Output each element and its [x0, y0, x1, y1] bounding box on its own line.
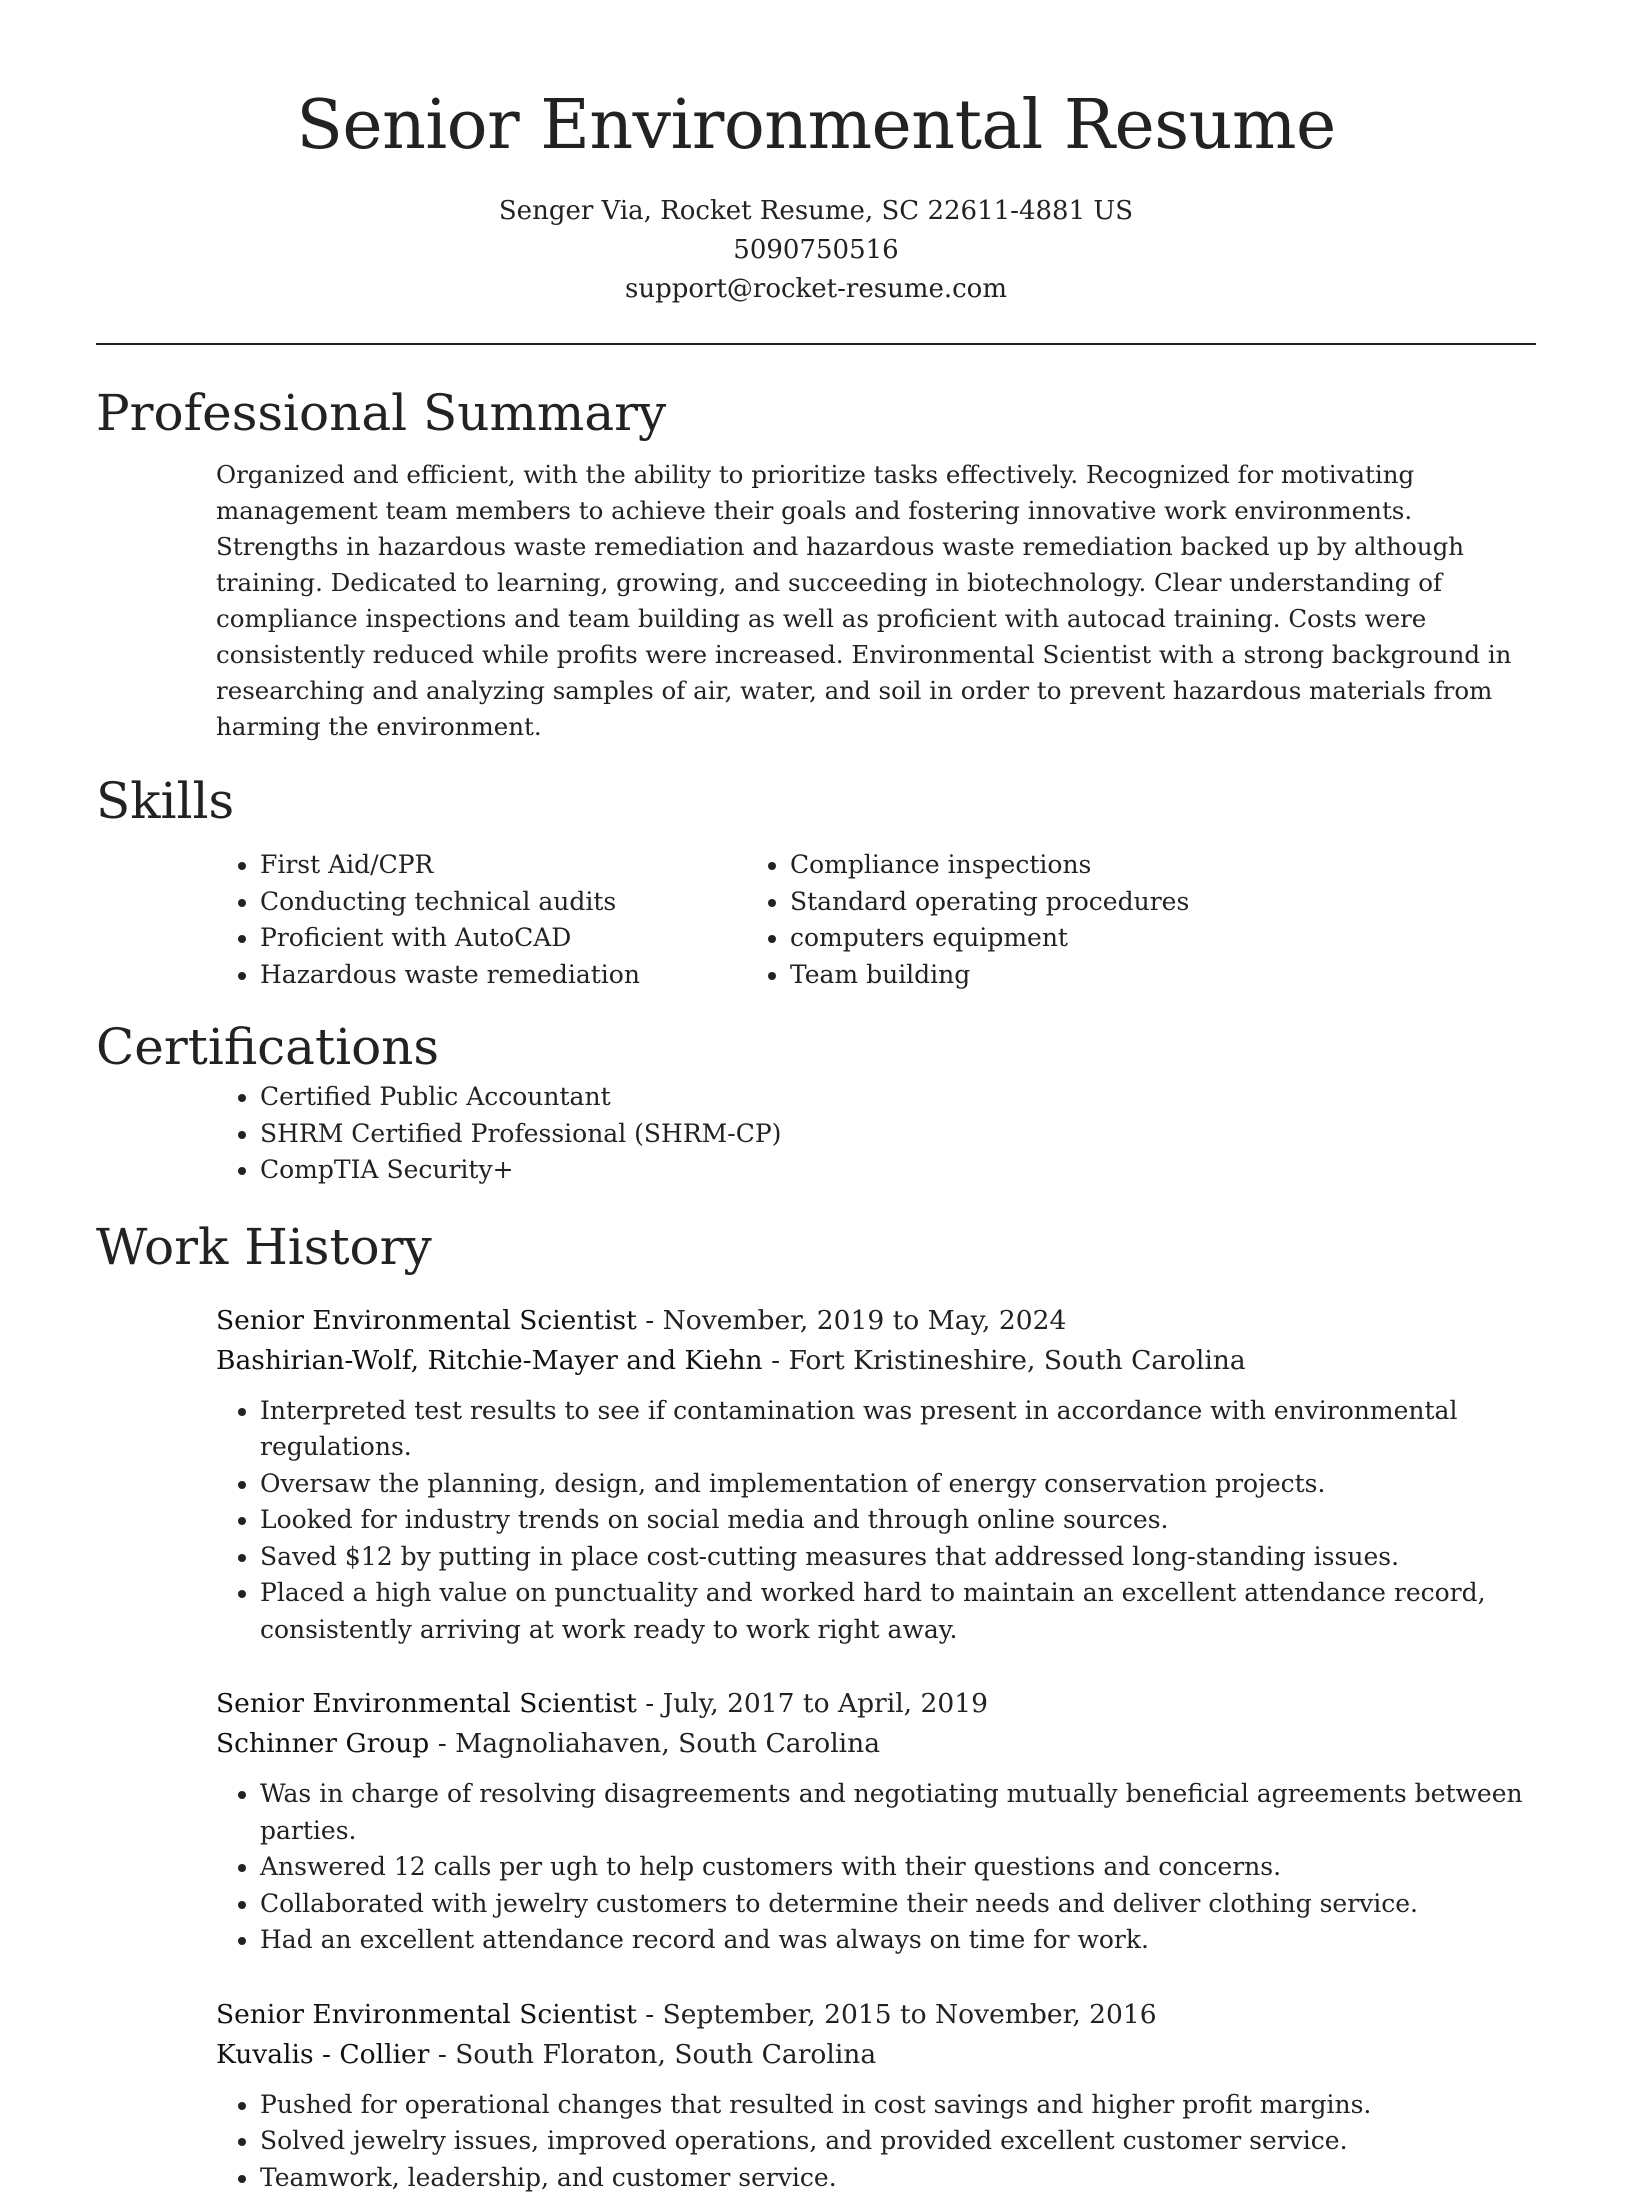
skills-section — [96, 769, 1536, 993]
job-dates: - July, 2017 to April, 2019 — [637, 1688, 988, 1719]
job-title-line — [216, 1301, 1536, 1341]
resume-title: Senior Environmental Resume — [96, 78, 1536, 174]
summary-text: Organized and efficient, with the ability to prioritize tasks effectively. Recognized for motivating management team members to achieve their goals and fostering innovative work environments. Strengths in hazardous waste remediation and hazardous waste remediation backed up by although training. Dedicated to learning, growing, and succeeding in biotechnology. Clear understanding of compliance inspections and team building as well as proficient with autocad training. Costs were consistently reduced while profits were increased. Environmental Scientist with a strong background in researching and analyzing samples of air, water, and soil in order to prevent hazardous materials from harming the environment. — [216, 457, 1536, 745]
job-bullet: • Pushed for operational changes that resulted in cost savings and higher profit margins. — [260, 2087, 1536, 2124]
summary-section — [96, 381, 1536, 745]
job-bullet: • Oversaw the planning, design, and implementation of energy conservation projects. — [260, 1466, 1536, 1503]
certifications-section — [96, 1015, 1536, 1189]
job-entry — [96, 1684, 1536, 1959]
skill-item: • Conducting technical audits — [260, 884, 746, 921]
work-history-section — [96, 1215, 1536, 2196]
skill-item: • Team building — [790, 957, 1396, 994]
job-company-line — [216, 2035, 1536, 2075]
job-title: Senior Environmental Scientist — [216, 1305, 637, 1336]
skills-heading: Skills — [96, 769, 1536, 833]
job-bullet: • Interpreted test results to see if contamination was present in accordance with environmental regulations. — [260, 1393, 1536, 1466]
certifications-heading: Certifications — [96, 1015, 1536, 1079]
certification-item: • Certified Public Accountant — [260, 1079, 1536, 1116]
skill-item: • Compliance inspections — [790, 847, 1396, 884]
skills-list-left — [96, 847, 746, 993]
header-divider — [96, 343, 1536, 345]
resume-header — [96, 0, 1536, 309]
resume-page — [96, 0, 1536, 2196]
skill-item: • computers equipment — [790, 920, 1396, 957]
job-entry — [96, 1995, 1536, 2196]
job-title-line — [216, 1995, 1536, 2035]
skill-item: • Hazardous waste remediation — [260, 957, 746, 994]
certification-item: • SHRM Certified Professional (SHRM-CP) — [260, 1116, 1536, 1153]
job-dates: - November, 2019 to May, 2024 — [637, 1305, 1067, 1336]
job-bullet: • Looked for industry trends on social media and through online sources. — [260, 1502, 1536, 1539]
job-location: - Fort Kristineshire, South Carolina — [763, 1345, 1246, 1376]
work-history-heading: Work History — [96, 1215, 1536, 1279]
job-bullet: • Teamwork, leadership, and customer service. — [260, 2160, 1536, 2196]
job-bullet: • Answered 12 calls per ugh to help customers with their questions and concerns. — [260, 1849, 1536, 1886]
skill-item: • First Aid/CPR — [260, 847, 746, 884]
job-title: Senior Environmental Scientist — [216, 1999, 637, 2030]
job-bullet: • Placed a high value on punctuality and worked hard to maintain an excellent attendance record, consistently arriving at work ready to work right away. — [260, 1575, 1536, 1648]
job-location: - South Floraton, South Carolina — [429, 2039, 876, 2070]
job-bullet: • Saved $12 by putting in place cost-cutting measures that addressed long-standing issues. — [260, 1539, 1536, 1576]
job-bullet: • Was in charge of resolving disagreements and negotiating mutually beneficial agreements between parties. — [260, 1776, 1536, 1849]
contact-info — [96, 192, 1536, 309]
job-company: Schinner Group — [216, 1728, 429, 1759]
job-dates: - September, 2015 to November, 2016 — [637, 1999, 1157, 2030]
job-location: - Magnoliahaven, South Carolina — [429, 1728, 880, 1759]
job-title: Senior Environmental Scientist — [216, 1688, 637, 1719]
job-bullets — [96, 1776, 1536, 1959]
skill-item: • Standard operating procedures — [790, 884, 1396, 921]
phone: 5090750516 — [96, 231, 1536, 270]
job-entry — [96, 1301, 1536, 1649]
job-company-line — [216, 1341, 1536, 1381]
certification-item: • CompTIA Security+ — [260, 1152, 1536, 1189]
certifications-list — [96, 1079, 1536, 1189]
job-title-line — [216, 1684, 1536, 1724]
job-company: Kuvalis - Collier — [216, 2039, 429, 2070]
job-company: Bashirian-Wolf, Ritchie-Mayer and Kiehn — [216, 1345, 763, 1376]
job-company-line — [216, 1724, 1536, 1764]
job-bullets — [96, 1393, 1536, 1649]
summary-heading: Professional Summary — [96, 381, 1536, 445]
job-bullets — [96, 2087, 1536, 2196]
job-bullet: • Had an excellent attendance record and was always on time for work. — [260, 1922, 1536, 1959]
job-bullet: • Solved jewelry issues, improved operations, and provided excellent customer service. — [260, 2123, 1536, 2160]
email: support@rocket-resume.com — [96, 270, 1536, 309]
skill-item: • Proficient with AutoCAD — [260, 920, 746, 957]
skills-list-right — [746, 847, 1396, 993]
job-bullet: • Collaborated with jewelry customers to determine their needs and deliver clothing service. — [260, 1886, 1536, 1923]
address: Senger Via, Rocket Resume, SC 22611-4881 US — [96, 192, 1536, 231]
skills-columns — [96, 847, 1536, 993]
